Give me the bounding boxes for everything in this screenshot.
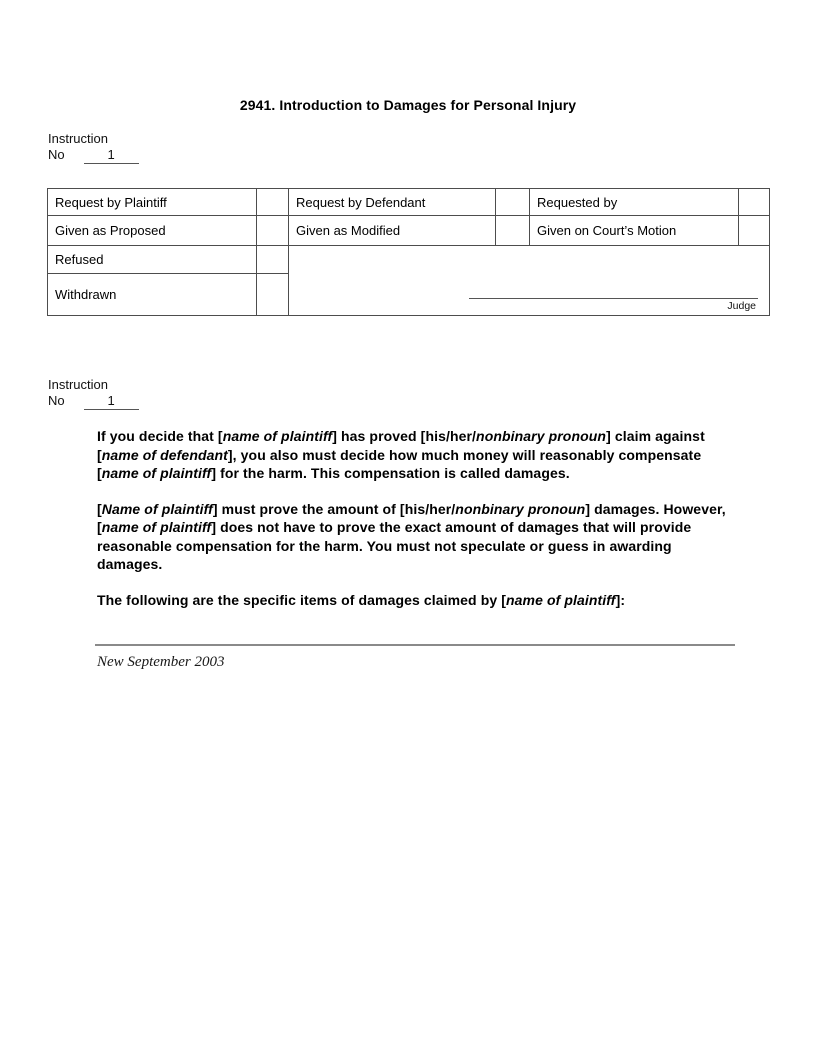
text-run: ] claim against [ [97, 428, 705, 463]
judge-label: Judge [727, 300, 756, 312]
revision-date: New September 2003 [97, 654, 225, 670]
text-run: ] for the harm. This compensation is called damages. [211, 465, 570, 481]
judge-signature-line [469, 298, 758, 299]
instruction-number-field: 1 [84, 147, 139, 164]
instruction-no-label: No [48, 393, 65, 408]
instruction-no-label: No [48, 147, 65, 162]
text-run: nonbinary pronoun [476, 428, 607, 444]
body-paragraph [97, 427, 737, 483]
checkbox-cell-requested-by [739, 189, 770, 216]
text-run: ] damages. However, [ [97, 500, 726, 535]
text-run: name of defendant [101, 446, 228, 463]
checkbox-cell-given-courts-motion [739, 216, 770, 246]
text-run: name of plaintiff [101, 519, 212, 535]
body-paragraph [97, 591, 737, 610]
body-paragraph [97, 500, 737, 574]
text-run: name of plaintiff [222, 428, 333, 444]
disposition-table [47, 188, 770, 316]
checkbox-cell-request-plaintiff [257, 189, 289, 216]
judge-signature-area [289, 246, 770, 316]
footer-rule [95, 644, 735, 646]
table-row [48, 216, 770, 246]
instruction-label: Instruction [48, 377, 108, 392]
table-row [48, 189, 770, 216]
instruction-label: Instruction [48, 131, 108, 146]
page-title: 2941. Introduction to Damages for Personal Injury [239, 97, 577, 113]
cell-withdrawn: Withdrawn [48, 274, 257, 316]
text-run: name of plaintiff [506, 591, 616, 608]
table-row [48, 246, 770, 274]
text-run: Name of plaintiff [101, 500, 213, 517]
cell-given-as-proposed: Given as Proposed [48, 216, 257, 246]
instruction-number-block-bottom [48, 377, 139, 410]
instruction-number-block-top [48, 131, 139, 164]
checkbox-cell-given-modified [496, 216, 530, 246]
text-run: [ [97, 500, 102, 517]
cell-given-as-modified: Given as Modified [289, 216, 496, 246]
text-run: ] must prove the amount of [his/her/ [212, 500, 456, 517]
cell-requested-by: Requested by [530, 189, 739, 216]
text-run: ]: [615, 591, 626, 608]
text-run: ] does not have to prove the exact amount of damages that will provide reasonable compensation for the harm. You must not speculate or guess in awarding damages. [97, 519, 692, 572]
text-run: ], you also must decide how much money will reasonably compensate [ [97, 446, 702, 481]
cell-refused: Refused [48, 246, 257, 274]
text-run: name of plaintiff [101, 465, 212, 481]
checkbox-cell-withdrawn [257, 274, 289, 316]
instruction-no-line [48, 393, 139, 410]
instruction-no-line [48, 147, 139, 164]
cell-given-on-courts-motion: Given on Court’s Motion [530, 216, 739, 246]
text-run: The following are the specific items of damages claimed by [ [97, 591, 506, 608]
instruction-number-field: 1 [84, 393, 139, 410]
text-run: If you decide that [ [97, 428, 223, 444]
checkbox-cell-refused [257, 246, 289, 274]
instruction-body-text [97, 427, 737, 626]
text-run: nonbinary pronoun [455, 500, 586, 517]
checkbox-cell-given-proposed [257, 216, 289, 246]
checkbox-cell-request-defendant [496, 189, 530, 216]
cell-request-by-plaintiff: Request by Plaintiff [48, 189, 257, 216]
cell-request-by-defendant: Request by Defendant [289, 189, 496, 216]
text-run: ] has proved [his/her/ [332, 428, 477, 444]
